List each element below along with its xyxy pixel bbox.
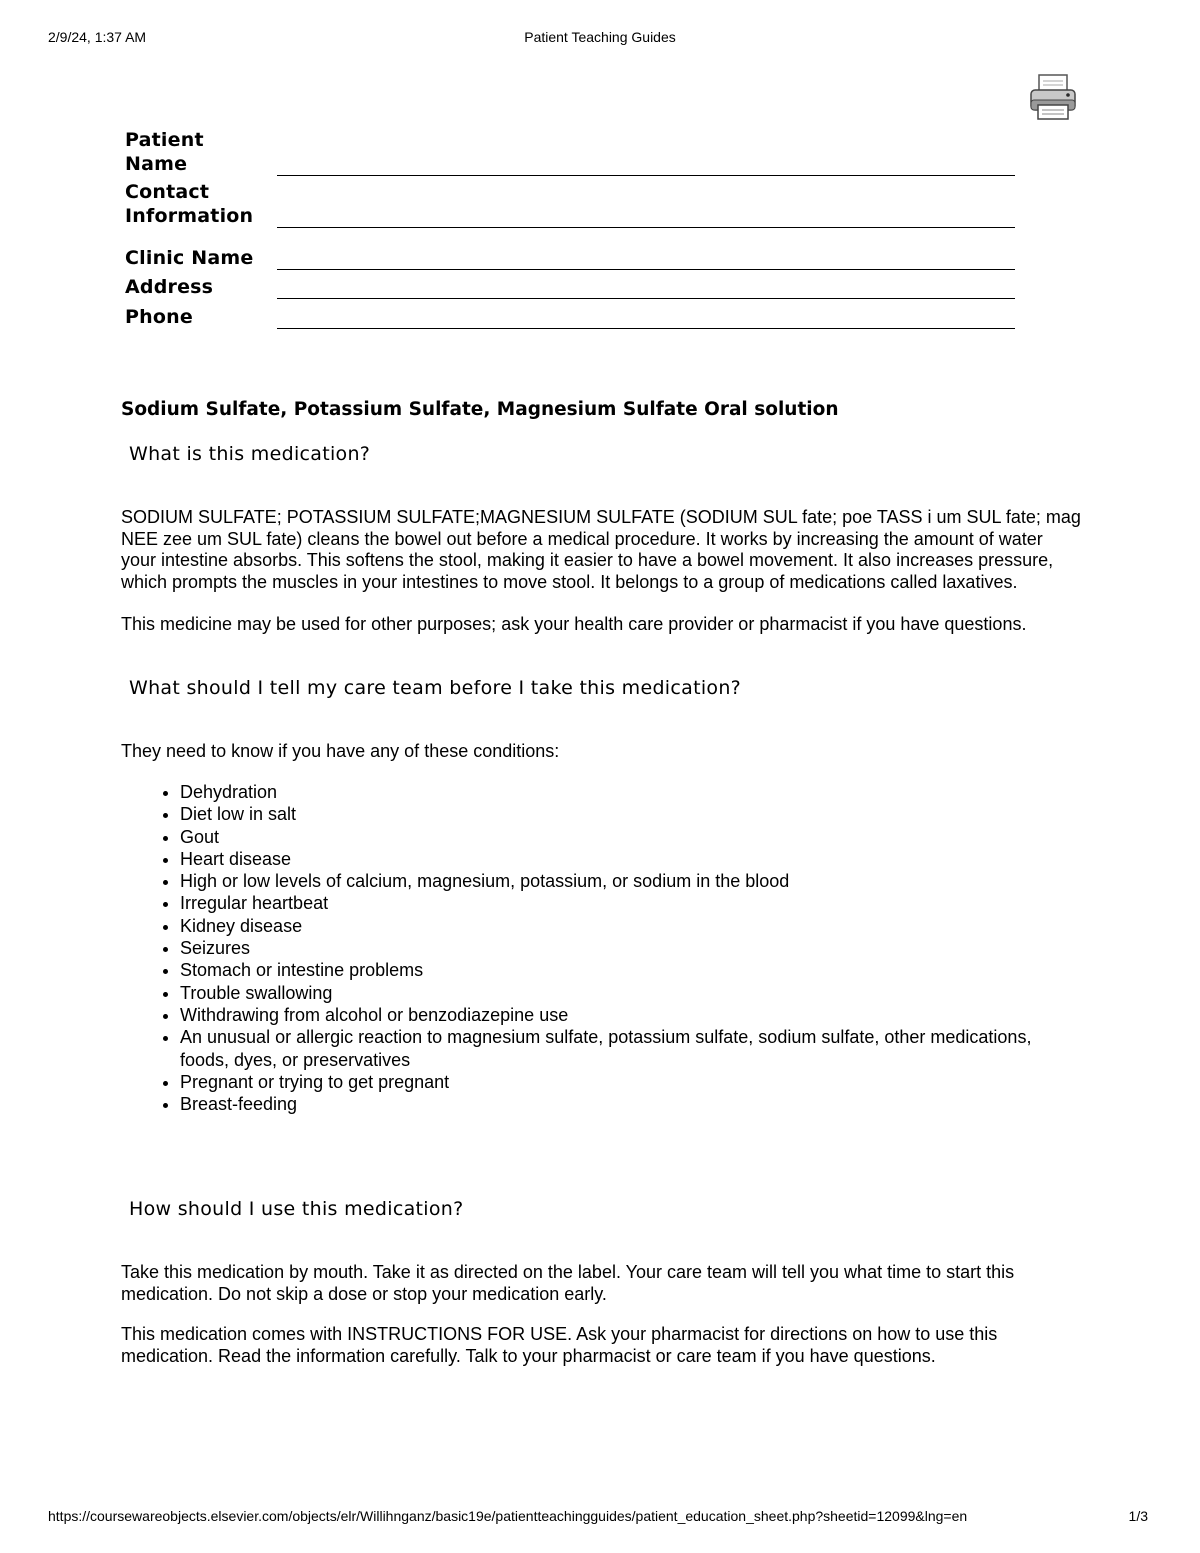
address-row	[125, 270, 1015, 299]
list-item: • Diet low in salt	[180, 803, 1081, 825]
list-item: • Heart disease	[180, 848, 1081, 870]
list-item: • An unusual or allergic reaction to magnesium sulfate, potassium sulfate, sodium sulfate, other medications, foods, dyes, or preservatives	[180, 1026, 1081, 1071]
patient-name-label	[125, 128, 277, 176]
contact-info-label	[125, 180, 277, 228]
phone-field[interactable]	[277, 327, 1015, 329]
list-item: • Irregular heartbeat	[180, 892, 1081, 914]
conditions-list	[121, 781, 1081, 1115]
document-title: Sodium Sulfate, Potassium Sulfate, Magnesium Sulfate Oral solution	[121, 399, 839, 420]
patient-info-form	[125, 129, 1015, 329]
list-item: • High or low levels of calcium, magnesium, potassium, or sodium in the blood	[180, 870, 1081, 892]
clinic-name-row	[125, 228, 1015, 270]
list-item: • Stomach or intestine problems	[180, 959, 1081, 981]
list-item: • Withdrawing from alcohol or benzodiazepine use	[180, 1004, 1081, 1026]
how-use-heading: How should I use this medication?	[129, 1198, 464, 1221]
list-item: • Gout	[180, 826, 1081, 848]
phone-row	[125, 299, 1015, 329]
contact-info-label-line2: Information	[125, 205, 254, 227]
source-url-link[interactable]: https://coursewareobjects.elsevier.com/objects/elr/Willihnganz/basic19e/patientteachingguides/patient_education_sheet.php?sheetid=12099&lng=en	[48, 1508, 968, 1524]
patient-name-row	[125, 129, 1015, 176]
print-header	[48, 29, 1152, 47]
patient-name-label-line2: Name	[125, 153, 188, 175]
list-item: • Seizures	[180, 937, 1081, 959]
patient-name-label-line1: Patient	[125, 129, 204, 151]
phone-label: Phone	[125, 306, 193, 328]
address-label: Address	[125, 276, 214, 298]
printer-icon[interactable]	[1028, 72, 1078, 122]
conditions-intro: They need to know if you have any of these conditions:	[121, 740, 560, 761]
list-item: • Kidney disease	[180, 915, 1081, 937]
what-is-paragraph-1: SODIUM SULFATE; POTASSIUM SULFATE;MAGNESIUM SULFATE (SODIUM SUL fate; poe TASS i um SUL fate; mag NEE zee um SUL fate) cleans the bowel out before a medical procedure. It works by increasing the amount of water your intestine absorbs. This softens the stool, making it easier to have a bowel movement. It also increases pressure, which prompts the muscles in your intestines to move stool. It belongs to a group of medications called laxatives.	[121, 507, 1081, 592]
print-page-title: Patient Teaching Guides	[524, 29, 676, 45]
list-item: • Dehydration	[180, 781, 1081, 803]
document-content	[121, 398, 1081, 1367]
list-item: • Breast-feeding	[180, 1093, 1081, 1115]
list-item: • Pregnant or trying to get pregnant	[180, 1071, 1081, 1093]
print-footer	[48, 1508, 1152, 1526]
print-datetime: 2/9/24, 1:37 AM	[48, 29, 147, 45]
tell-care-team-heading: What should I tell my care team before I take this medication?	[129, 676, 742, 699]
list-item: • Trouble swallowing	[180, 982, 1081, 1004]
how-use-paragraph-2: This medication comes with INSTRUCTIONS FOR USE. Ask your pharmacist for directions on how to use this medication. Read the information carefully. Talk to your pharmacist or care team if you have questions.	[121, 1324, 998, 1366]
printer-icon-graphic	[1028, 72, 1078, 122]
clinic-name-label: Clinic Name	[125, 247, 254, 269]
page-number: 1/3	[1128, 1508, 1148, 1524]
contact-info-row	[125, 176, 1015, 228]
what-is-paragraph-2: This medicine may be used for other purposes; ask your health care provider or pharmacist if you have questions.	[121, 614, 1027, 634]
how-use-paragraph-1: Take this medication by mouth. Take it as directed on the label. Your care team will tell you what time to start this medication. Do not skip a dose or stop your medication early.	[121, 1262, 1015, 1304]
what-is-heading: What is this medication?	[129, 443, 371, 465]
contact-info-label-line1: Contact	[125, 181, 210, 203]
